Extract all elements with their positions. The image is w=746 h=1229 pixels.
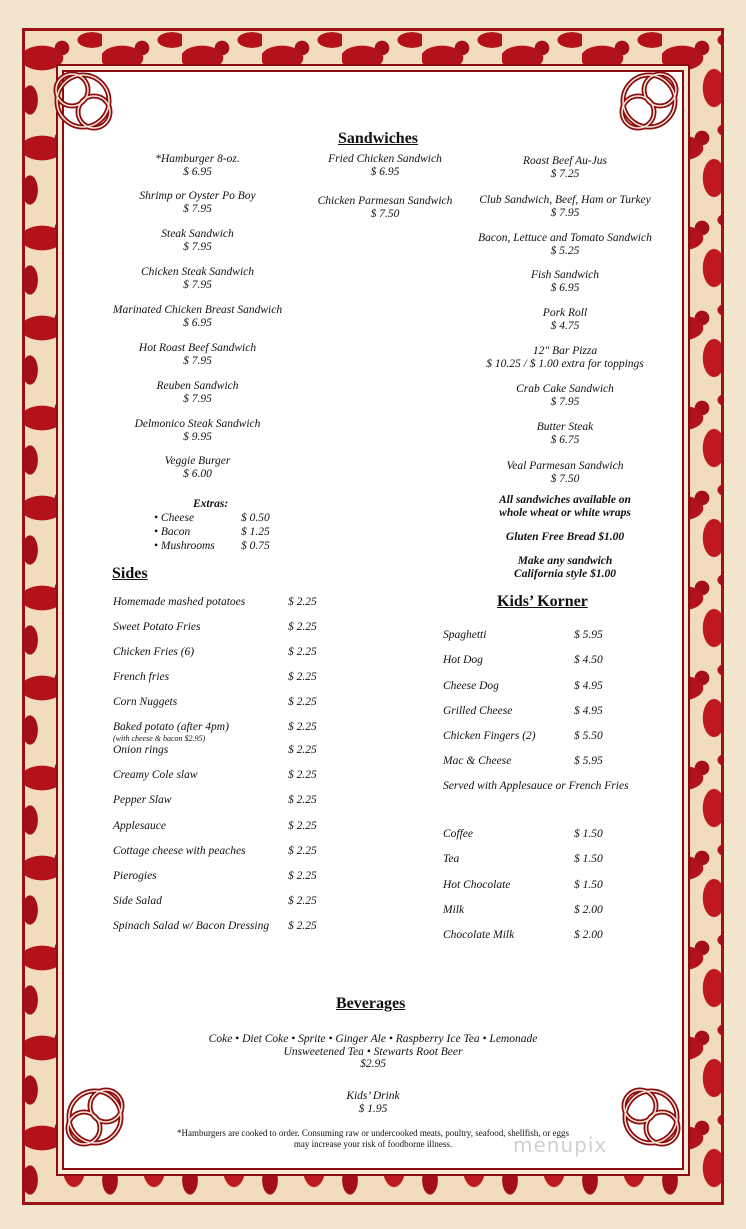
extras-title: Extras:: [193, 498, 229, 510]
menu-item: Veggie Burger $ 6.00: [164, 455, 231, 480]
california-note: Make any sandwich California style $1.00: [514, 555, 616, 580]
menu-item: *Hamburger 8-oz. $ 6.95: [155, 153, 240, 178]
extra-item: • Mushrooms $ 0.75: [154, 540, 270, 552]
menu-item: Hot Roast Beef Sandwich $ 7.95: [138, 342, 257, 367]
wraps-note: All sandwiches available on whole wheat or white wraps: [499, 494, 631, 519]
sides-heading: Sides: [112, 565, 148, 582]
menu-item: Fried Chicken Sandwich $ 6.95: [328, 153, 442, 178]
menu-item: Butter Steak $ 6.75: [536, 421, 594, 446]
menu-item: Veal Parmesan Sandwich $ 7.50: [506, 460, 624, 485]
beverages-heading: Beverages: [336, 995, 406, 1012]
served-with-note: Served with Applesauce or French Fries: [443, 780, 629, 792]
menu-item: 12" Bar Pizza $ 10.25 / $ 1.00 extra for toppings: [486, 345, 644, 370]
extra-item: • Bacon $ 1.25: [154, 526, 270, 538]
watermark: menupix: [513, 1133, 608, 1157]
menu-item: Crab Cake Sandwich $ 7.95: [516, 383, 614, 408]
gluten-free-note: Gluten Free Bread $1.00: [505, 531, 625, 543]
menu-item: Shrimp or Oyster Po Boy $ 7.95: [139, 190, 256, 215]
menu-item: Chicken Parmesan Sandwich $ 7.50: [317, 195, 453, 220]
extra-item: • Cheese $ 0.50: [154, 512, 270, 524]
menu-item: Delmonico Steak Sandwich $ 9.95: [134, 418, 261, 443]
menu-item: Steak Sandwich $ 7.95: [161, 228, 234, 253]
menu-item: Chicken Steak Sandwich $ 7.95: [140, 266, 255, 291]
kids-korner-heading: Kids’ Korner: [497, 593, 588, 610]
kids-drink: Kids’ Drink $ 1.95: [346, 1090, 400, 1115]
sandwiches-heading: Sandwiches: [338, 130, 419, 147]
beverage-list: Coke • Diet Coke • Sprite • Ginger Ale • Raspberry Ice Tea • Lemonade Unsweetened Tea • Stewarts Root Beer $2.95: [208, 1033, 538, 1070]
menu-item: Fish Sandwich $ 6.95: [530, 269, 600, 294]
menu-item: Club Sandwich, Beef, Ham or Turkey $ 7.95: [479, 194, 651, 219]
menu-item: Pork Roll $ 4.75: [542, 307, 588, 332]
food-safety-disclaimer: *Hamburgers are cooked to order. Consuming raw or undercooked meats, poultry, seafood, shellfish, or eggs may increase your risk of foodborne illness.: [177, 1128, 569, 1149]
menu-content: Sandwiches *Hamburger 8-oz. $ 6.95 Shrimp or Oyster Po Boy $ 7.95 Steak Sandwich $ 7.95 Chicken Steak Sandwich $ 7.95 Marinated Chicken Breast Sandwich $ 6.95 Hot Roast Beef Sandwich $ 7.95 Reuben Sandwich $ 7.95 Delmonico Steak Sandwich $ 9.95 Veggie Burger $ 6.00 Extras: • Cheese $ 0.50 • Bacon $ 1.25 • Mushrooms $ 0.75 Fried Chicken Sandwich $ 6.95 Chicken Parmesan Sandwich $ 7.50 Roast Beef Au-Jus $ 7.25 Club Sandwich, Beef, Ham or Turkey $ 7.95 Bacon, Lettuce and Tomato Sandwich $ 5.25 Fish Sandwich $ 6.95 Pork Roll $ 4.75 12" Bar Pizza $ 10.25 / $ 1.00 extra for toppings Crab Cake Sandwich $ 7.95 Butter Steak $ 6.75 Veal Parmesan Sandwich $ 7.50 All sandwiches available on whole wheat or white wraps Gluten Free Bread $1.00 Make any sandwich California style $1.00 Sides Homemade mashed potatoes $ 2.25 Sweet Potato Fries $ 2.25 Chicken Fries (6) $ 2.25 French fries $ 2.25 Corn Nuggets $ 2.25 Baked potato (after 4pm) (with cheese & bacon $2.95) $ 2.25 Onion rings $ 2.25 Creamy Cole slaw $ 2.25 Pepper Slaw $ 2.25 Applesauce $ 2.25 Cottage cheese with peaches $ 2.25 Pierogies $ 2.25 Side Salad $ 2.25 Spinach Salad w/ Bacon Dressing $ 2.25 Kids’ Korner Spaghetti $ 5.95 Hot Dog $ 4.50 Cheese Dog $ 4.95 Grilled Cheese $ 4.95 Chicken Fingers (2) $ 5.50 Mac & Cheese $ 5.95 Served with Applesauce or French Fries Coffee $ 1.50 Tea $ 1.50 Hot Chocolate $ 1.50 Milk $ 2.00 Chocolate Milk $ 2.00 Beverages Coke • Diet Coke • Sprite • Ginger Ale • Raspberry Ice Tea • Lemonade Unsweetened Tea • Stewarts Root Beer $2.95 Kids’ Drink $ 1.95 *Hamburgers are cooked to order. Consuming raw or undercooked meats, poultry, seafood, shellfish, or eggs may increase your risk of foodborne illness. menupix: [0, 0, 746, 1229]
menu-item: Roast Beef Au-Jus $ 7.25: [522, 155, 608, 180]
menu-item: Reuben Sandwich $ 7.95: [156, 380, 239, 405]
menu-item: Bacon, Lettuce and Tomato Sandwich $ 5.25: [478, 232, 652, 257]
menu-item: Marinated Chicken Breast Sandwich $ 6.95: [112, 304, 283, 329]
